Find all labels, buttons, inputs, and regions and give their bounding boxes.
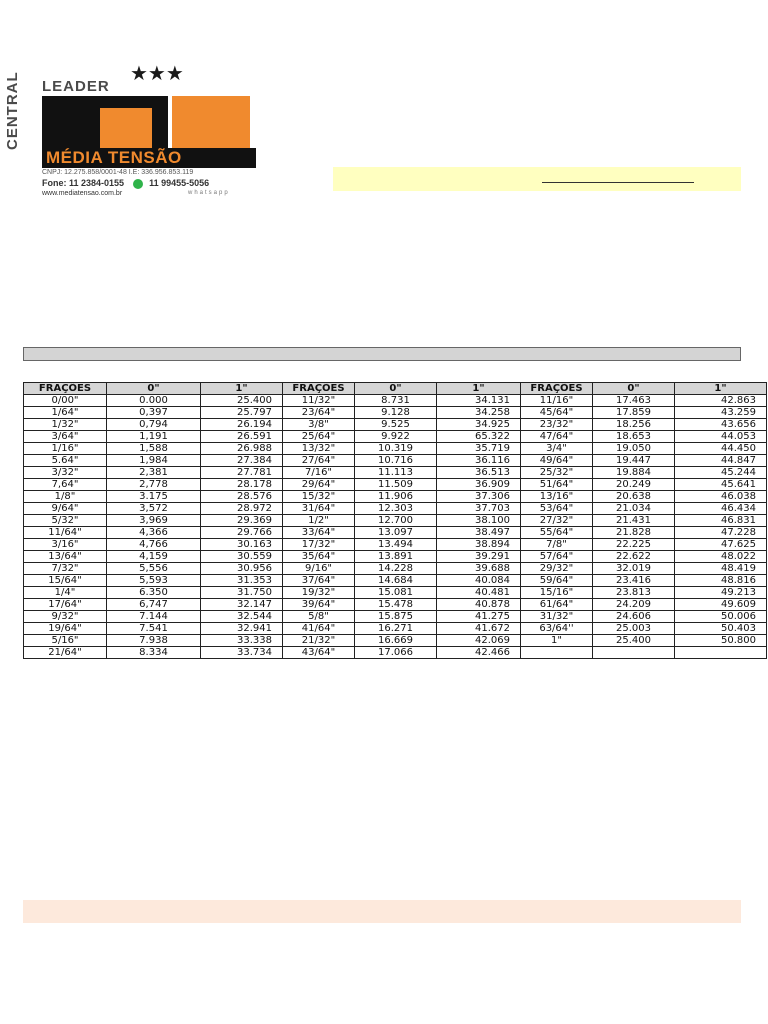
fraction-cell: 21/32" <box>283 635 355 647</box>
mm-value-cell: 31.750 <box>201 587 283 599</box>
mm-value-cell: 1,588 <box>107 443 201 455</box>
fraction-cell: 33/64" <box>283 527 355 539</box>
mm-value-cell: 5,593 <box>107 575 201 587</box>
mm-value-cell: 23.416 <box>593 575 675 587</box>
mm-value-cell: 14.684 <box>355 575 437 587</box>
mm-value-cell: 17.463 <box>593 395 675 407</box>
fraction-cell: 19/32" <box>283 587 355 599</box>
mm-value-cell: 20.249 <box>593 479 675 491</box>
mm-value-cell: 13.097 <box>355 527 437 539</box>
mm-value-cell: 19.050 <box>593 443 675 455</box>
mm-value-cell: 28.972 <box>201 503 283 515</box>
table-row <box>24 467 767 479</box>
fraction-cell: 9/16" <box>283 563 355 575</box>
mm-value-cell: 26.591 <box>201 431 283 443</box>
column-header: 1" <box>201 383 283 395</box>
fraction-cell: 17/32" <box>283 539 355 551</box>
mm-value-cell: 2,778 <box>107 479 201 491</box>
mm-value-cell: 50.800 <box>675 635 767 647</box>
fraction-cell: 43/64" <box>283 647 355 659</box>
fraction-cell: 17/64" <box>24 599 107 611</box>
logo-whatsapp-label: whatsapp <box>188 190 230 196</box>
table-row <box>24 539 767 551</box>
fraction-cell: 15/16" <box>521 587 593 599</box>
fraction-cell: 29/32" <box>521 563 593 575</box>
mm-value-cell: 20.638 <box>593 491 675 503</box>
mm-value-cell: 1,984 <box>107 455 201 467</box>
mm-value-cell: 33.338 <box>201 635 283 647</box>
table-row <box>24 527 767 539</box>
fraction-cell: 1/32" <box>24 419 107 431</box>
mm-value-cell: 37.703 <box>437 503 521 515</box>
fraction-cell: 3/8" <box>283 419 355 431</box>
fraction-cell: 27/32" <box>521 515 593 527</box>
mm-value-cell: 4,766 <box>107 539 201 551</box>
mm-value-cell: 8.334 <box>107 647 201 659</box>
mm-value-cell: 0.000 <box>107 395 201 407</box>
mm-value-cell: 7.541 <box>107 623 201 635</box>
mm-value-cell: 2,381 <box>107 467 201 479</box>
fraction-cell: 47/64" <box>521 431 593 443</box>
mm-value-cell: 45.244 <box>675 467 767 479</box>
mm-value-cell: 39.291 <box>437 551 521 563</box>
fraction-cell: 15/32" <box>283 491 355 503</box>
mm-value-cell: 15.875 <box>355 611 437 623</box>
table-row <box>24 503 767 515</box>
mm-value-cell: 9.922 <box>355 431 437 443</box>
fraction-cell: 5.64" <box>24 455 107 467</box>
mm-value-cell: 42.863 <box>675 395 767 407</box>
logo-brand-name: MÉDIA TENSÃO <box>42 148 256 168</box>
mm-value-cell: 50.403 <box>675 623 767 635</box>
mm-value-cell: 30.163 <box>201 539 283 551</box>
column-header: 0" <box>107 383 201 395</box>
mm-value-cell: 16.271 <box>355 623 437 635</box>
mm-value-cell: 44.053 <box>675 431 767 443</box>
logo-leader-text: LEADER <box>42 78 110 95</box>
mm-value-cell: 18.256 <box>593 419 675 431</box>
fraction-cell: 1/8" <box>24 491 107 503</box>
fraction-cell: 23/64" <box>283 407 355 419</box>
whatsapp-icon <box>133 179 143 189</box>
mm-value-cell: 28.178 <box>201 479 283 491</box>
mm-value-cell: 23.813 <box>593 587 675 599</box>
mm-value-cell: 17.859 <box>593 407 675 419</box>
mm-value-cell: 12.700 <box>355 515 437 527</box>
fraction-cell: 13/64" <box>24 551 107 563</box>
fraction-cell: 37/64" <box>283 575 355 587</box>
mm-value-cell: 15.081 <box>355 587 437 599</box>
mm-value-cell: 40.084 <box>437 575 521 587</box>
mm-value-cell: 4,159 <box>107 551 201 563</box>
mm-value-cell: 25.003 <box>593 623 675 635</box>
fraction-cell: 23/32" <box>521 419 593 431</box>
mm-value-cell: 11.906 <box>355 491 437 503</box>
fraction-cell: 7/32" <box>24 563 107 575</box>
mm-value-cell: 32.019 <box>593 563 675 575</box>
table-row <box>24 395 767 407</box>
mm-value-cell: 15.478 <box>355 599 437 611</box>
column-header: 1" <box>675 383 767 395</box>
mm-value-cell: 43.259 <box>675 407 767 419</box>
fraction-cell: 1/16" <box>24 443 107 455</box>
mm-value-cell: 9.525 <box>355 419 437 431</box>
mm-value-cell: 28.576 <box>201 491 283 503</box>
mm-value-cell: 42.069 <box>437 635 521 647</box>
table-row <box>24 635 767 647</box>
mm-value-cell: 32.941 <box>201 623 283 635</box>
mm-value-cell: 21.034 <box>593 503 675 515</box>
mm-value-cell: 9.128 <box>355 407 437 419</box>
mm-value-cell: 30.956 <box>201 563 283 575</box>
fraction-cell: 49/64" <box>521 455 593 467</box>
mm-value-cell: 46.038 <box>675 491 767 503</box>
mm-value-cell: 0,397 <box>107 407 201 419</box>
fraction-cell <box>521 647 593 659</box>
mm-value-cell: 7.144 <box>107 611 201 623</box>
fraction-cell: 29/64" <box>283 479 355 491</box>
header-highlight-band <box>333 167 741 191</box>
fraction-cell: 7/16" <box>283 467 355 479</box>
fraction-cell: 15/64" <box>24 575 107 587</box>
mm-value-cell: 24.606 <box>593 611 675 623</box>
mm-value-cell: 30.559 <box>201 551 283 563</box>
title-bar <box>23 347 741 361</box>
mm-value-cell: 32.544 <box>201 611 283 623</box>
mm-value-cell: 34.131 <box>437 395 521 407</box>
table-row <box>24 419 767 431</box>
fraction-cell: 35/64" <box>283 551 355 563</box>
mm-value-cell: 17.066 <box>355 647 437 659</box>
column-header: FRAÇÕES <box>283 383 355 395</box>
table-row <box>24 611 767 623</box>
table-row <box>24 551 767 563</box>
table-row <box>24 407 767 419</box>
mm-value-cell: 22.622 <box>593 551 675 563</box>
fraction-cell: 59/64" <box>521 575 593 587</box>
fraction-cell: 11/32" <box>283 395 355 407</box>
fraction-cell: 39/64" <box>283 599 355 611</box>
fraction-cell: 41/64" <box>283 623 355 635</box>
fraction-cell: 57/64" <box>521 551 593 563</box>
fraction-cell: 1/4" <box>24 587 107 599</box>
mm-value-cell: 26.988 <box>201 443 283 455</box>
fraction-cell: 7,64" <box>24 479 107 491</box>
mm-value-cell: 47.228 <box>675 527 767 539</box>
mm-value-cell: 40.481 <box>437 587 521 599</box>
mm-value-cell: 6,747 <box>107 599 201 611</box>
mm-value-cell: 14.228 <box>355 563 437 575</box>
logo-mark-orange <box>172 96 250 148</box>
logo-phone-2: 11 99455-5056 <box>149 178 210 188</box>
mm-value-cell: 22.225 <box>593 539 675 551</box>
logo-mark-orange-inner <box>100 108 152 148</box>
mm-value-cell: 47.625 <box>675 539 767 551</box>
mm-value-cell: 29.369 <box>201 515 283 527</box>
table-row <box>24 479 767 491</box>
fraction-cell: 5/8" <box>283 611 355 623</box>
fraction-cell: 25/64" <box>283 431 355 443</box>
mm-value-cell: 0,794 <box>107 419 201 431</box>
underline-field <box>542 182 694 183</box>
mm-value-cell: 4,366 <box>107 527 201 539</box>
mm-value-cell: 38.100 <box>437 515 521 527</box>
fraction-cell: 13/16" <box>521 491 593 503</box>
mm-value-cell: 40.878 <box>437 599 521 611</box>
table-row <box>24 515 767 527</box>
table-row <box>24 455 767 467</box>
mm-value-cell: 7.938 <box>107 635 201 647</box>
fraction-cell: 9/32" <box>24 611 107 623</box>
mm-value-cell <box>593 647 675 659</box>
fraction-cell: 13/32" <box>283 443 355 455</box>
footer-band <box>23 900 741 923</box>
column-header: 0" <box>355 383 437 395</box>
column-header: 1" <box>437 383 521 395</box>
logo-cnpj: CNPJ: 12.275.858/0001-48 I.E: 336.956.853.119 <box>42 169 194 176</box>
fraction-cell: 3/32" <box>24 467 107 479</box>
column-header: 0" <box>593 383 675 395</box>
mm-value-cell: 46.434 <box>675 503 767 515</box>
fraction-cell: 21/64" <box>24 647 107 659</box>
mm-value-cell: 33.734 <box>201 647 283 659</box>
mm-value-cell: 49.213 <box>675 587 767 599</box>
mm-value-cell: 13.891 <box>355 551 437 563</box>
column-header: FRAÇÕES <box>521 383 593 395</box>
mm-value-cell: 27.781 <box>201 467 283 479</box>
mm-value-cell: 65.322 <box>437 431 521 443</box>
mm-value-cell: 43.656 <box>675 419 767 431</box>
mm-value-cell: 25.797 <box>201 407 283 419</box>
mm-value-cell: 1,191 <box>107 431 201 443</box>
logo-phone-1: Fone: 11 2384-0155 <box>42 178 125 188</box>
logo-central-text: CENTRAL <box>4 71 21 150</box>
mm-value-cell: 25.400 <box>201 395 283 407</box>
mm-value-cell: 42.466 <box>437 647 521 659</box>
mm-value-cell: 49.609 <box>675 599 767 611</box>
mm-value-cell: 41.672 <box>437 623 521 635</box>
mm-value-cell: 13.494 <box>355 539 437 551</box>
fraction-cell: 31/64" <box>283 503 355 515</box>
logo-phones <box>42 178 209 189</box>
mm-value-cell: 46.831 <box>675 515 767 527</box>
table-header-row <box>24 383 767 395</box>
mm-value-cell: 45.641 <box>675 479 767 491</box>
mm-value-cell <box>675 647 767 659</box>
company-logo <box>4 61 258 200</box>
table-row <box>24 443 767 455</box>
fraction-cell: 19/64" <box>24 623 107 635</box>
mm-value-cell: 5,556 <box>107 563 201 575</box>
mm-value-cell: 48.816 <box>675 575 767 587</box>
mm-value-cell: 31.353 <box>201 575 283 587</box>
mm-value-cell: 16.669 <box>355 635 437 647</box>
fraction-cell: 3/16" <box>24 539 107 551</box>
mm-value-cell: 3.175 <box>107 491 201 503</box>
fraction-cell: 55/64" <box>521 527 593 539</box>
fraction-cell: 11/64" <box>24 527 107 539</box>
mm-value-cell: 27.384 <box>201 455 283 467</box>
mm-value-cell: 11.113 <box>355 467 437 479</box>
mm-value-cell: 36.513 <box>437 467 521 479</box>
mm-value-cell: 24.209 <box>593 599 675 611</box>
fraction-cell: 1/2" <box>283 515 355 527</box>
star-icon: ★★★ <box>130 61 184 85</box>
mm-value-cell: 34.925 <box>437 419 521 431</box>
table-row <box>24 491 767 503</box>
mm-value-cell: 44.847 <box>675 455 767 467</box>
table-row <box>24 575 767 587</box>
mm-value-cell: 10.716 <box>355 455 437 467</box>
mm-value-cell: 3,969 <box>107 515 201 527</box>
table-row <box>24 431 767 443</box>
fraction-cell: 9/64" <box>24 503 107 515</box>
fraction-cell: 53/64" <box>521 503 593 515</box>
mm-value-cell: 38.894 <box>437 539 521 551</box>
fraction-cell: 0/00" <box>24 395 107 407</box>
fraction-cell: 45/64" <box>521 407 593 419</box>
mm-value-cell: 10.319 <box>355 443 437 455</box>
table-row <box>24 587 767 599</box>
fraction-cell: 61/64" <box>521 599 593 611</box>
mm-value-cell: 21.431 <box>593 515 675 527</box>
fraction-cell: 1" <box>521 635 593 647</box>
logo-website: www.mediatensao.com.br <box>42 190 123 197</box>
mm-value-cell: 48.419 <box>675 563 767 575</box>
fraction-cell: 7/8" <box>521 539 593 551</box>
mm-value-cell: 26.194 <box>201 419 283 431</box>
fraction-conversion-table <box>23 382 767 659</box>
fraction-cell: 25/32" <box>521 467 593 479</box>
mm-value-cell: 36.116 <box>437 455 521 467</box>
fraction-cell: 11/16" <box>521 395 593 407</box>
table-row <box>24 563 767 575</box>
mm-value-cell: 48.022 <box>675 551 767 563</box>
mm-value-cell: 37.306 <box>437 491 521 503</box>
fraction-cell: 5/16" <box>24 635 107 647</box>
mm-value-cell: 35.719 <box>437 443 521 455</box>
fraction-cell: 27/64" <box>283 455 355 467</box>
fraction-cell: 51/64" <box>521 479 593 491</box>
mm-value-cell: 21.828 <box>593 527 675 539</box>
mm-value-cell: 25.400 <box>593 635 675 647</box>
mm-value-cell: 29.766 <box>201 527 283 539</box>
fraction-cell: 5/32" <box>24 515 107 527</box>
mm-value-cell: 39.688 <box>437 563 521 575</box>
mm-value-cell: 11.509 <box>355 479 437 491</box>
mm-value-cell: 6.350 <box>107 587 201 599</box>
mm-value-cell: 8.731 <box>355 395 437 407</box>
mm-value-cell: 34.258 <box>437 407 521 419</box>
mm-value-cell: 32.147 <box>201 599 283 611</box>
mm-value-cell: 12.303 <box>355 503 437 515</box>
mm-value-cell: 3,572 <box>107 503 201 515</box>
fraction-cell: 3/64" <box>24 431 107 443</box>
mm-value-cell: 44.450 <box>675 443 767 455</box>
mm-value-cell: 50.006 <box>675 611 767 623</box>
fraction-cell: 1/64" <box>24 407 107 419</box>
fraction-cell: 31/32" <box>521 611 593 623</box>
mm-value-cell: 38.497 <box>437 527 521 539</box>
mm-value-cell: 36.909 <box>437 479 521 491</box>
fraction-cell: 63/64'' <box>521 623 593 635</box>
fraction-cell: 3/4" <box>521 443 593 455</box>
mm-value-cell: 19.447 <box>593 455 675 467</box>
column-header: FRAÇÕES <box>24 383 107 395</box>
mm-value-cell: 41.275 <box>437 611 521 623</box>
table-row <box>24 599 767 611</box>
table-row <box>24 647 767 659</box>
table-row <box>24 623 767 635</box>
mm-value-cell: 18.653 <box>593 431 675 443</box>
mm-value-cell: 19.884 <box>593 467 675 479</box>
